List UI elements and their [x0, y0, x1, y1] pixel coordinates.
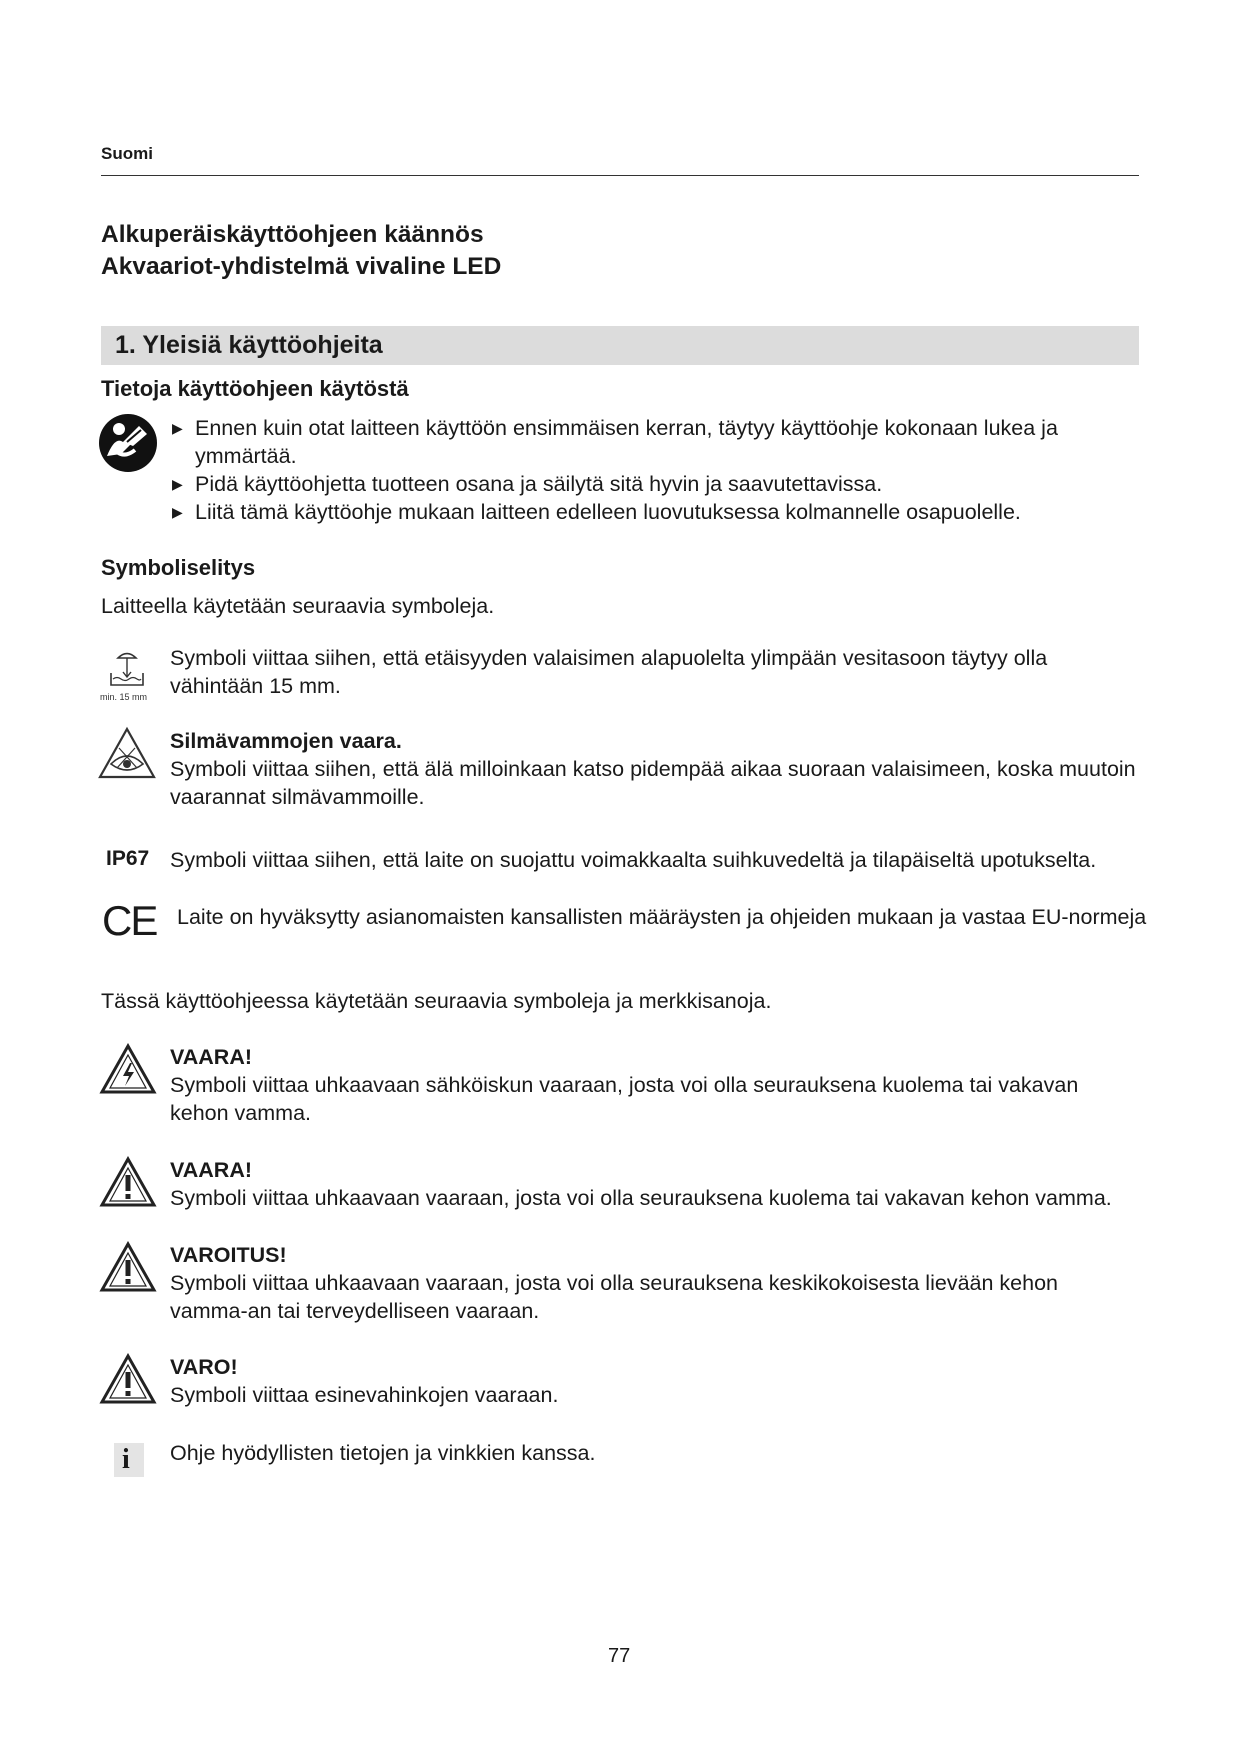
min-distance-label: min. 15 mm [100, 692, 148, 702]
warning-icon [99, 1241, 157, 1293]
ce-mark-icon: CE [102, 897, 157, 944]
danger-electric-row [170, 1043, 1140, 1127]
section-heading: 1. Yleisiä käyttöohjeita [115, 331, 383, 359]
warning-title: VAROITUS! [170, 1243, 287, 1267]
usage-info-list [172, 414, 1132, 526]
min-distance-icon [99, 648, 155, 702]
danger-title: VAARA! [170, 1158, 253, 1182]
ce-text: Laite on hyväksytty asianomaisten kansallisten määräysten ja ohjeiden mukaan ja vastaa EU-normeja [177, 905, 1147, 929]
list-item: ▶ Pidä käyttöohjetta tuotteen osana ja säilytä sitä hyvin ja saavutettavissa. [172, 472, 883, 496]
eye-hazard-icon [97, 726, 157, 782]
bullet-arrow-icon: ▶ [172, 420, 183, 436]
list-item: ▶ Liitä tämä käyttöohje mukaan laitteen edelleen luovutuksessa kolmannelle osapuolelle. [172, 500, 1021, 524]
danger-electric-text: Symboli viittaa uhkaavaan sähköiskun vaaraan, josta voi olla seurauksena kuolema tai vakavan kehon vamma. [170, 1073, 1079, 1125]
eye-hazard-text: Symboli viittaa siihen, että älä milloinkaan katso pidempää aikaa suoraan valaisimeen, koska muutoin vaarannat silmävammoille. [170, 757, 1136, 809]
danger-text: Symboli viittaa uhkaavaan vaaraan, josta voi olla seurauksena kuolema tai vakavan kehon vamma. [170, 1186, 1112, 1210]
caution-text: Symboli viittaa esinevahinkojen vaaraan. [170, 1383, 559, 1407]
header-divider [101, 175, 1139, 176]
caution-row [170, 1353, 1140, 1409]
info-icon: i [114, 1443, 144, 1477]
warning-text: Symboli viittaa uhkaavaan vaaraan, josta voi olla seurauksena keskikokoisesta lievään kehon vamma-an tai terveydelliseen vaaraan. [170, 1271, 1058, 1323]
document-title [101, 219, 501, 283]
ip67-text: Symboli viittaa siihen, että laite on suojattu voimakkaalta suihkuvedeltä ja tilapäiseltä upotukselta. [170, 848, 1097, 872]
bullet-arrow-icon: ▶ [172, 476, 183, 492]
ip67-label: IP67 [106, 847, 150, 870]
eye-hazard-title: Silmävammojen vaara. [170, 729, 402, 753]
symbols-heading: Symboliselitys [101, 555, 256, 580]
min-distance-text: Symboli viittaa siihen, että etäisyyden valaisimen alapuolelta ylimpään vesitasoon täytyy olla vähintään 15 mm. [170, 646, 1048, 698]
language-label: Suomi [101, 144, 153, 163]
danger-row [170, 1156, 1140, 1212]
usage-info-heading: Tietoja käyttöohjeen käytöstä [101, 376, 409, 401]
section-heading-bar [101, 326, 1139, 365]
bullet-arrow-icon: ▶ [172, 504, 183, 520]
warning-row [170, 1241, 1140, 1325]
eye-hazard-row [170, 727, 1140, 811]
warning-icon [99, 1156, 157, 1208]
title-line-2: Akvaariot-yhdistelmä vivaline LED [101, 253, 502, 280]
caution-icon [99, 1353, 157, 1405]
signal-words-intro: Tässä käyttöohjeessa käytetään seuraavia symboleja ja merkkisanoja. [101, 989, 772, 1013]
title-line-1: Alkuperäiskäyttöohjeen käännös [101, 221, 484, 248]
danger-electric-title: VAARA! [170, 1045, 253, 1069]
symbols-intro: Laitteella käytetään seuraavia symboleja. [101, 594, 495, 618]
caution-title: VARO! [170, 1355, 238, 1379]
electric-warning-icon [99, 1043, 157, 1095]
page-number: 77 [608, 1645, 631, 1667]
read-manual-icon [97, 412, 159, 474]
info-text: Ohje hyödyllisten tietojen ja vinkkien kanssa. [170, 1441, 596, 1465]
list-item: ▶ Ennen kuin otat laitteen käyttöön ensimmäisen kerran, täytyy käyttöohje kokonaan lukea ja ymmärtää. [172, 416, 1058, 468]
